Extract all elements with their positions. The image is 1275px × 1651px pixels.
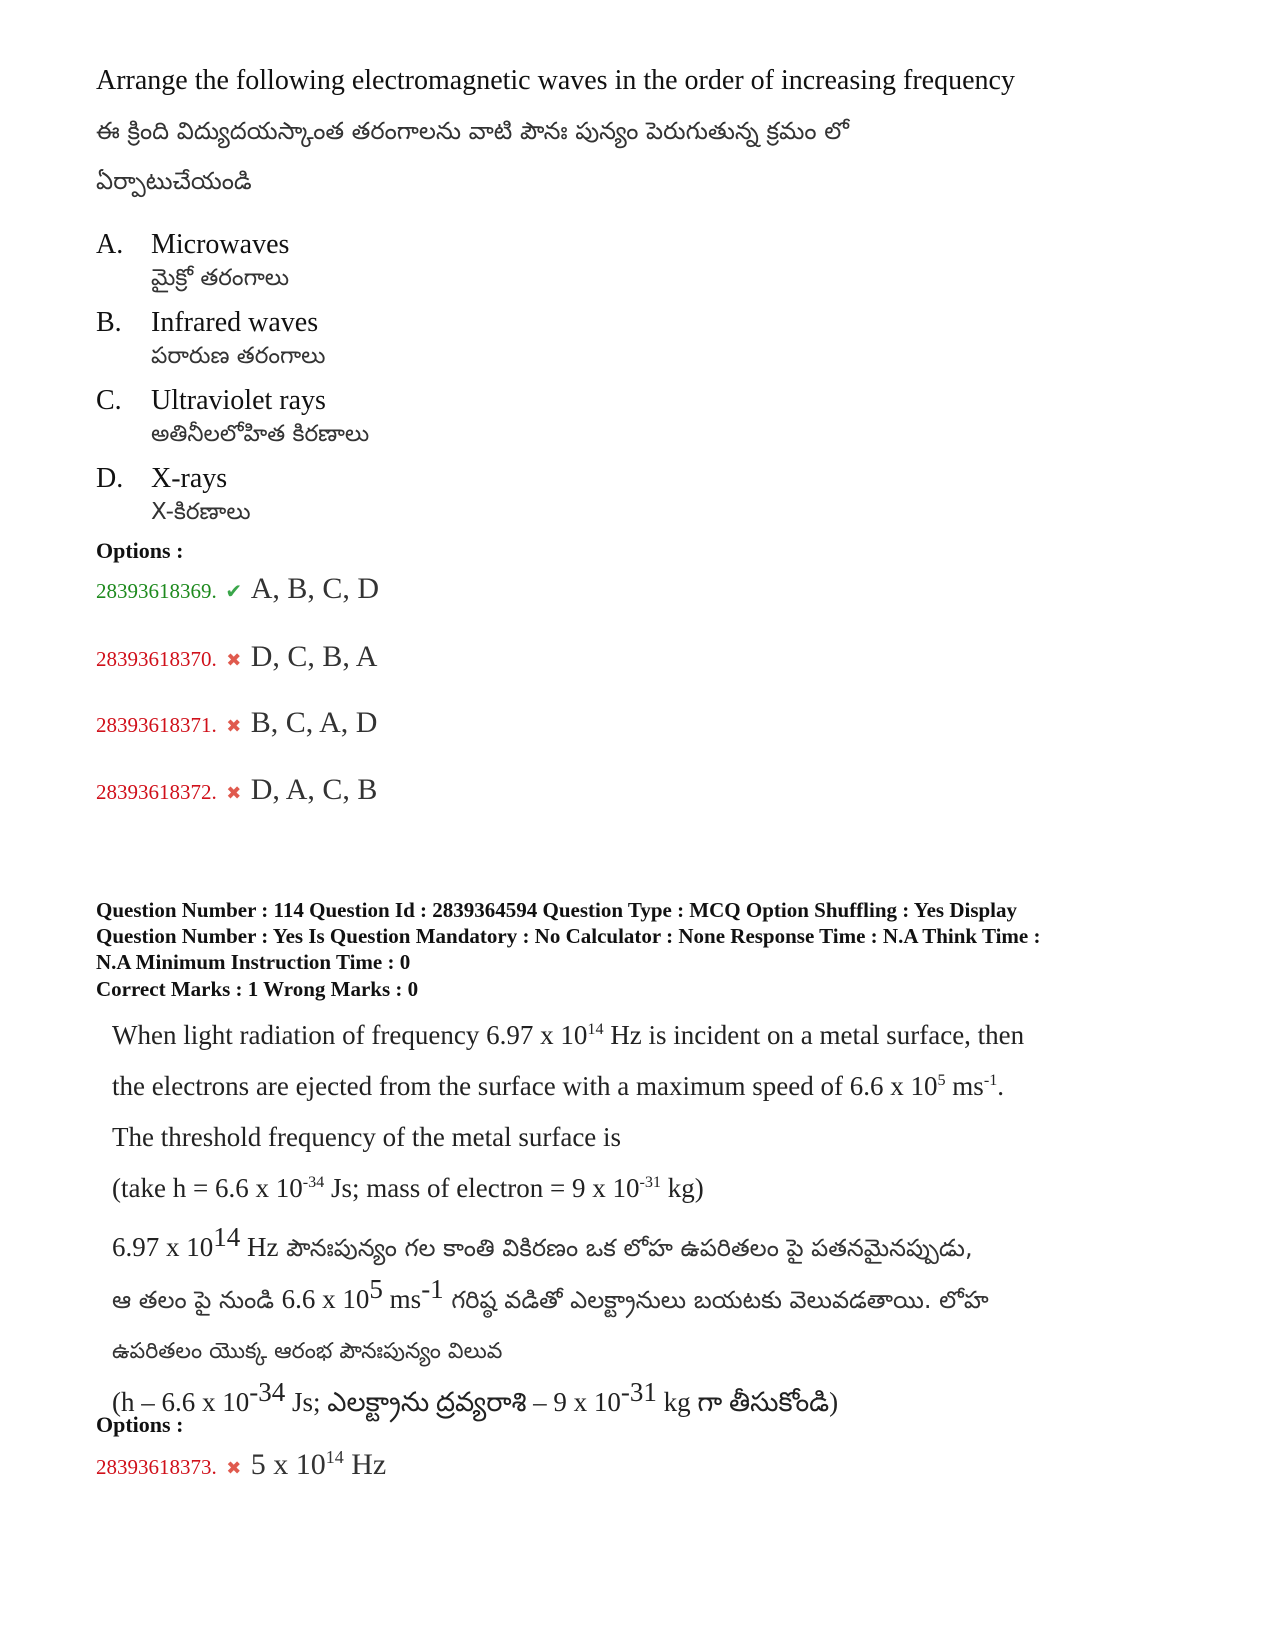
question-1-title-te-line1: ఈ క్రింది విద్యుదయస్కాంత తరంగాలను వాటి పౌనః పున్యం పెరుగుతున్న క్రమం లో <box>96 117 849 145</box>
list-item <box>96 384 369 450</box>
meta-line: Question Number : 114 Question Id : 2839364594 Question Type : MCQ Option Shuffling : Yes Display <box>96 898 1018 922</box>
option-id: 28393618370. <box>96 647 217 671</box>
option-row[interactable] <box>96 572 379 606</box>
option-id: 28393618372. <box>96 780 217 804</box>
option-row[interactable] <box>96 773 377 807</box>
question-2-en-line1: When light radiation of frequency 6.97 x $10^{14}$ Hz is incident on a metal surface, then <box>112 1020 1025 1050</box>
item-te: మైక్రో తరంగాలు <box>151 265 290 291</box>
option-id: 28393618369. <box>96 579 217 603</box>
item-letter: A. <box>96 229 124 260</box>
item-en: Infrared waves <box>151 307 319 338</box>
options-label: Options : <box>96 1412 184 1437</box>
option-text: A, B, C, D <box>250 572 380 605</box>
cross-icon: ✖ <box>226 1458 242 1478</box>
question-2-en-line3: The threshold frequency of the metal surface is <box>112 1122 622 1152</box>
question-2-te-line3: ఉపరితలం యొక్క ఆరంభ పౌనఃపున్యం విలువ <box>112 1339 503 1364</box>
option-text: 5 x $10^{14}$ Hz <box>250 1447 387 1481</box>
option-id: 28393618373. <box>96 1455 217 1479</box>
option-text: B, C, A, D <box>250 706 378 739</box>
check-icon: ✔ <box>225 581 243 603</box>
cross-icon: ✖ <box>226 783 242 803</box>
item-en: Ultraviolet rays <box>151 385 326 416</box>
item-te: అతినీలలోహిత కిరణాలు <box>151 421 370 447</box>
meta-line: N.A Minimum Instruction Time : 0 <box>96 950 411 974</box>
option-row[interactable] <box>96 1448 386 1482</box>
option-text: D, A, C, B <box>250 773 378 806</box>
question-1-title <box>96 56 1015 206</box>
question-2-meta <box>96 897 1186 975</box>
item-en: X-rays <box>151 463 228 494</box>
question-1-title-en: Arrange the following electromagnetic waves in the order of increasing frequency <box>96 65 1015 96</box>
options-label: Options : <box>96 538 184 563</box>
option-text: D, C, B, A <box>250 640 378 673</box>
item-letter: B. <box>96 307 122 338</box>
item-te: X-కిరణాలు <box>151 499 251 525</box>
question-2-body <box>112 1010 1192 1428</box>
item-letter: C. <box>96 385 122 416</box>
question-2-en-line2: the electrons are ejected from the surface with a maximum speed of 6.6 x $10^5$ $ms^{-1}$. <box>112 1071 1005 1101</box>
question-2-en-line4: (take h = 6.6 x $10^{-34}$ Js; mass of electron = 9 x $10^{-31}$ kg) <box>112 1173 704 1203</box>
meta-line: Question Number : Yes Is Question Mandatory : No Calculator : None Response Time : N.A Think Time : <box>96 924 1041 948</box>
list-item <box>96 228 369 294</box>
option-row[interactable] <box>96 706 377 740</box>
item-en: Microwaves <box>151 229 290 260</box>
list-item <box>96 462 369 528</box>
item-te: పరారుణ తరంగాలు <box>151 343 326 369</box>
cross-icon: ✖ <box>226 716 242 736</box>
list-item <box>96 306 369 372</box>
option-id: 28393618371. <box>96 713 217 737</box>
question-1-items <box>96 228 369 540</box>
question-1-title-te-line2: ఏర్పాటుచేయండి <box>96 167 252 195</box>
question-2-te-line1: 6.97 x $10^{14}$ Hz పౌనఃపున్యం గల కాంతి వికిరణం ఒక లోహ ఉపరితలం పై పతనమైనప్పుడు, <box>112 1222 973 1262</box>
question-2-te-line2: ఆ తలం పై నుండి 6.6 x $10^5$ $ms^{-1}$ గరిష్ఠ వడితో ఎలక్ట్రానులు బయటకు వెలువడతాయి. లోహ <box>112 1274 989 1314</box>
question-2-marks: Correct Marks : 1 Wrong Marks : 0 <box>96 977 419 1001</box>
item-letter: D. <box>96 463 124 494</box>
cross-icon: ✖ <box>226 650 242 670</box>
question-2-te-line4: (h – 6.6 x $10^{-34}$ Js; ఎలక్ట్రాను ద్రవ్యరాశి – 9 x $10^{-31}$ kg గా తీసుకోండి) <box>112 1377 839 1417</box>
option-row[interactable] <box>96 640 377 674</box>
